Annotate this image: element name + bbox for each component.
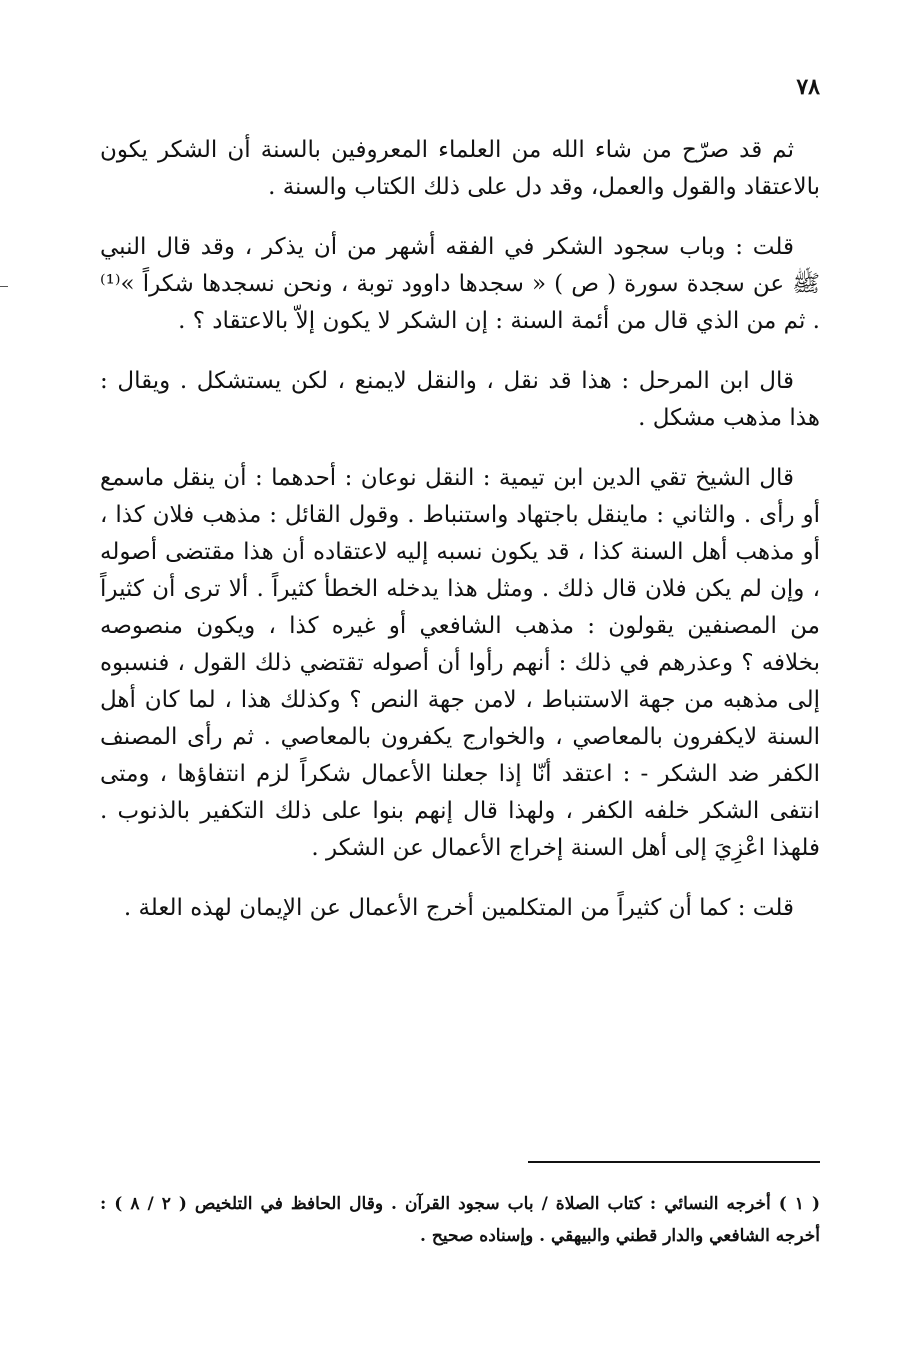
paragraph-4: قال الشيخ تقي الدين ابن تيمية : النقل نوعان : أحدهما : أن ينقل ماسمع أو رأى . والثاني : ماينقل باجتهاد واستنباط . وقول القائل : مذهب فلان كذا ، أو مذهب أهل السنة كذا ، قد يكون نسبه إليه لاعتقاده أن هذا مقتضى أصوله ، وإن لم يكن فلان قال ذلك . ومثل هذا يدخله الخطأ كثيراً . ألا ترى أن كثيراً من المصنفين يقولون : مذهب الشافعي أو غيره كذا ، ويكون منصوصه بخلافه ؟ وعذرهم في ذلك : أنهم رأوا أن أصوله تقتضي ذلك القول ، فنسبوه إلى مذهبه من جهة الاستنباط ، لامن جهة النص ؟ وكذلك هذا ، لما كان أهل السنة لايكفرون بالمعاصي ، والخوارج يكفرون بالمعاصي . ثم رأى المصنف الكفر ضد الشكر - : اعتقد أنّا إذا جعلنا الأعمال شكراً لزم انتفاؤها ، ومتى انتفى الشكر خلفه الكفر ، ولهذا قال إنهم بنوا على ذلك التكفير بالذنوب . فلهذا اعْزِيَ إلى أهل السنة إخراج الأعمال عن الشكر . — [100, 465, 820, 861]
footnote-separator — [528, 1161, 820, 1163]
margin-scan-mark — [0, 286, 8, 287]
paragraph-2: قلت : وباب سجود الشكر في الفقه أشهر من أن يذكر ، وقد قال النبي ﷺ عن سجدة سورة ( ص ) « سجدها داوود توبة ، ونحن نسجدها شكراً »⁽¹⁾ . ثم من الذي قال من أئمة السنة : إن الشكر لا يكون إلاّ بالاعتقاد ؟ . — [100, 234, 820, 334]
footnote-1: ( ١ ) أخرجه النسائي : كتاب الصلاة / باب سجود القرآن . وقال الحافظ في التلخيص ( ٢ / ٨ ) : أخرجه الشافعي والدار قطني والبيهقي . وإسناده صحيح . — [100, 1194, 820, 1246]
paragraph-5: قلت : كما أن كثيراً من المتكلمين أخرج الأعمال عن الإيمان لهذه العلة . — [123, 895, 794, 921]
paragraph-1: ثم قد صرّح من شاء الله من العلماء المعروفين بالسنة أن الشكر يكون بالاعتقاد والقول والعمل، وقد دل على ذلك الكتاب والسنة . — [100, 137, 820, 200]
paragraph-3: قال ابن المرحل : هذا قد نقل ، والنقل لايمنع ، لكن يستشكل . ويقال : هذا مذهب مشكل . — [100, 368, 820, 431]
footnotes — [100, 1188, 820, 1252]
page-number: ٧٨ — [796, 74, 820, 100]
main-text — [100, 132, 820, 950]
